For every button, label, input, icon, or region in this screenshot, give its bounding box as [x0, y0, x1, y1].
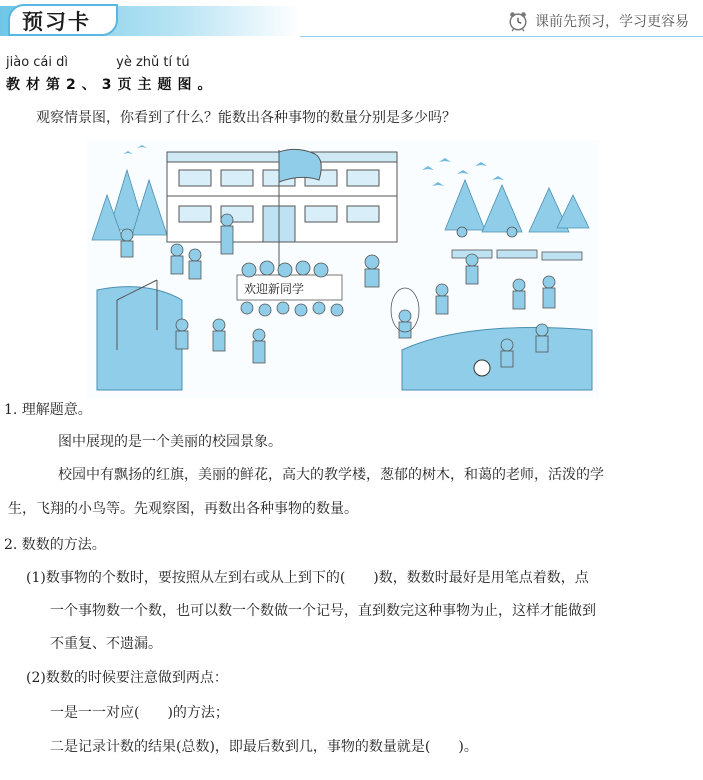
section2-item1-line1: (1)数事物的个数时，要按照从左到右或从上到下的( )数，数数时最好是用笔点着数，点 — [26, 570, 589, 586]
page-header — [0, 0, 703, 44]
section1-para2-line1: 校园中有飘扬的红旗，美丽的鲜花，高大的教学楼，葱郁的树木，和蔼的老师，活泼的学 — [58, 467, 604, 483]
section2-item2-heading: (2)数数的时候要注意做到两点： — [26, 670, 228, 686]
section1-heading: 1. 理解题意。 — [4, 402, 92, 418]
section2-item2-point2: 二是记录计数的结果(总数)，即最后数到几，事物的数量就是( )。 — [50, 739, 478, 755]
alarm-clock-icon — [507, 10, 529, 32]
subtitle: 教材第2、3页主题图。 — [6, 77, 218, 93]
section1-para2-line2: 生，飞翔的小鸟等。先观察图，再数出各种事物的数量。 — [8, 501, 358, 517]
section1-para1: 图中展现的是一个美丽的校园景象。 — [58, 434, 282, 450]
section2-item2-point1: 一是一一对应( )的方法； — [50, 705, 229, 721]
pinyin-line — [6, 55, 190, 70]
section2-heading: 2. 数数的方法。 — [4, 537, 106, 553]
question-text: 观察情景图，你看到了什么？能数出各种事物的数量分别是多少吗？ — [36, 110, 456, 126]
school-scene-illustration — [87, 140, 599, 398]
header-title: 预习卡 — [22, 10, 91, 34]
section2-item1-line2: 一个事物数一个数，也可以数一个数做一个记号，直到数完这种事物为止，这样才能做到 — [50, 603, 596, 619]
header-slogan — [507, 10, 689, 32]
pool-left — [97, 287, 182, 390]
section2-item1-line3: 不重复、不遗漏。 — [50, 636, 162, 652]
welcome-banner: 欢迎新同学 — [244, 282, 305, 296]
pinyin-yezhutitu: yè zhǔ tí tú — [116, 55, 190, 70]
soccer-ball — [474, 360, 490, 376]
pinyin-jiaocaidi: jiào cái dì — [6, 55, 68, 70]
slogan-text: 课前先预习，学习更容易 — [535, 14, 689, 30]
header-divider — [300, 36, 703, 37]
